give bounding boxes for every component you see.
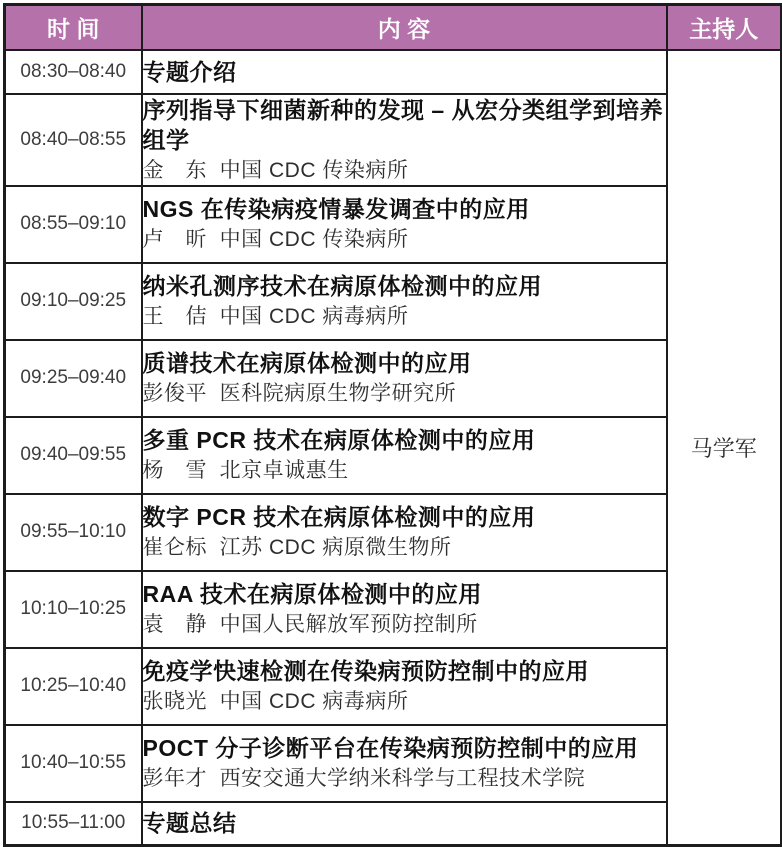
content-cell <box>142 186 667 263</box>
content-cell <box>142 417 667 494</box>
session-speaker: 张晓光 中国 CDC 病毒病所 <box>142 690 409 713</box>
content-cell <box>142 50 667 94</box>
session-title: 质谱技术在病原体检测中的应用 <box>142 350 472 376</box>
session-speaker: 王 佶 中国 CDC 病毒病所 <box>142 305 409 328</box>
session-speaker: 彭俊平 医科院病原生物学研究所 <box>142 382 457 405</box>
schedule-row <box>5 263 782 340</box>
content-cell <box>142 340 667 417</box>
session-title: 纳米孔测序技术在病原体检测中的应用 <box>142 273 542 299</box>
header-host: 主持人 <box>667 5 782 50</box>
session-title: 专题介绍 <box>142 58 237 85</box>
session-title: NGS 在传染病疫情暴发调查中的应用 <box>142 196 530 222</box>
session-speaker: 袁 静 中国人民解放军预防控制所 <box>142 613 478 636</box>
schedule-row <box>5 417 782 494</box>
time-cell: 10:10–10:25 <box>5 571 142 648</box>
content-cell <box>142 571 667 648</box>
schedule-row <box>5 340 782 417</box>
content-cell <box>142 725 667 802</box>
content-cell <box>142 494 667 571</box>
schedule-row <box>5 725 782 802</box>
host-name-cell: 马学军 <box>667 50 782 846</box>
session-title: 数字 PCR 技术在病原体检测中的应用 <box>142 504 536 530</box>
content-cell <box>142 263 667 340</box>
schedule-row <box>5 494 782 571</box>
time-cell: 09:10–09:25 <box>5 263 142 340</box>
header-row <box>5 5 782 50</box>
content-cell <box>142 648 667 725</box>
time-cell: 08:30–08:40 <box>5 50 142 94</box>
content-cell <box>142 94 667 186</box>
schedule-row <box>5 94 782 186</box>
session-title: 免疫学快速检测在传染病预防控制中的应用 <box>142 658 589 684</box>
schedule-row <box>5 648 782 725</box>
session-title: 多重 PCR 技术在病原体检测中的应用 <box>142 427 536 453</box>
session-speaker: 崔仑标 江苏 CDC 病原微生物所 <box>142 536 452 559</box>
session-title: POCT 分子诊断平台在传染病预防控制中的应用 <box>142 735 639 761</box>
time-cell: 10:40–10:55 <box>5 725 142 802</box>
time-cell: 09:25–09:40 <box>5 340 142 417</box>
session-speaker: 金 东 中国 CDC 传染病所 <box>142 158 409 182</box>
header-content: 内 容 <box>142 5 667 50</box>
time-cell: 09:40–09:55 <box>5 417 142 494</box>
session-title: RAA 技术在病原体检测中的应用 <box>142 581 482 607</box>
time-cell: 10:55–11:00 <box>5 802 142 846</box>
schedule-row <box>5 186 782 263</box>
schedule-row <box>5 571 782 648</box>
time-cell: 10:25–10:40 <box>5 648 142 725</box>
session-speaker: 杨 雪 北京卓诚惠生 <box>142 459 349 482</box>
session-speaker: 彭年才 西安交通大学纳米科学与工程技术学院 <box>142 767 586 790</box>
schedule-row <box>5 50 782 94</box>
header-time: 时 间 <box>5 5 142 50</box>
time-cell: 08:40–08:55 <box>5 94 142 186</box>
session-title: 序列指导下细菌新种的发现 – 从宏分类组学到培养组学 <box>142 96 664 153</box>
time-cell: 08:55–09:10 <box>5 186 142 263</box>
session-title: 专题总结 <box>142 810 237 837</box>
time-cell: 09:55–10:10 <box>5 494 142 571</box>
session-speaker: 卢 昕 中国 CDC 传染病所 <box>142 228 409 251</box>
schedule-table <box>3 3 782 847</box>
